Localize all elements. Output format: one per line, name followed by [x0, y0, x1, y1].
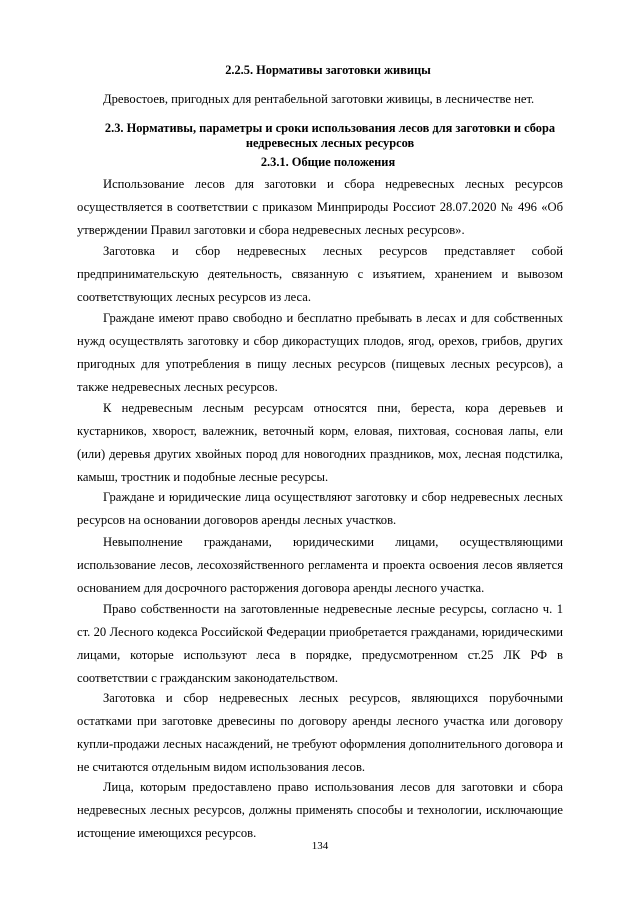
paragraph-1: Древостоев, пригодных для рентабельной заготовки живицы, в лесничестве нет. — [103, 92, 535, 106]
section-heading-2-3: 2.3. Нормативы, параметры и сроки использования лесов для заготовки и сбора недревесных лесных ресурсов — [104, 121, 556, 150]
section-heading-2-3-1: 2.3.1. Общие положения — [260, 155, 396, 169]
paragraph-6: Граждане и юридические лица осуществляют заготовку и сбор недревесных лесных ресурсов на основании договоров аренды лесных участков. — [77, 490, 563, 527]
paragraph-10: Лица, которым предоставлено право использования лесов для заготовки и сбора недревесных лесных ресурсов, должны применять способы и технологии, исключающие истощение имеющихся ресурсов. — [77, 780, 563, 840]
paragraph-8: Право собственности на заготовленные недревесные лесные ресурсы, согласно ч. 1 ст. 20 Лесного кодекса Российской Федерации приобретается гражданами, юридическими лицами, которые используют леса в порядке, предусмотренном ст.25 ЛК РФ в соответствии с гражданским законодательством. — [77, 602, 563, 685]
paragraph-4: Граждане имеют право свободно и бесплатно пребывать в лесах и для собственных нужд осуществлять заготовку и сбор дикорастущих плодов, ягод, орехов, грибов, других пригодных для употребления в пищу лесных ресурсов (пищевых лесных ресурсов), а также недревесных лесных ресурсов. — [77, 311, 563, 394]
paragraph-9: Заготовка и сбор недревесных лесных ресурсов, являющихся порубочными остатками при заготовке древесины по договору аренды лесного участка или договору купли-продажи лесных насаждений, не требуют оформления дополнительного договора и не считаются отдельным видом использования лесов. — [77, 691, 563, 774]
paragraph-7: Невыполнение гражданами, юридическими лицами, осуществляющими использование лесов, лесохозяйственного регламента и проекта освоения лесов является основанием для досрочного расторжения договора аренды лесного участка. — [77, 535, 563, 595]
paragraph-2: Использование лесов для заготовки и сбора недревесных лесных ресурсов осуществляется в соответствии с приказом Минприроды Россиот 28.07.2020 № 496 «Об утверждении Правил заготовки и сбора недревесных лесных ресурсов». — [77, 177, 563, 237]
page-number: 134 — [311, 840, 329, 852]
section-heading-2-2-5: 2.2.5. Нормативы заготовки живицы — [225, 63, 431, 77]
paragraph-3: Заготовка и сбор недревесных лесных ресурсов представляет собой предпринимательскую деятельность, связанную с изъятием, хранением и вывозом соответствующих лесных ресурсов из леса. — [77, 244, 563, 304]
paragraph-5: К недревесным лесным ресурсам относятся пни, береста, кора деревьев и кустарников, хворост, валежник, веточный корм, еловая, пихтовая, сосновая лапы, ели (или) деревья других хвойных пород для новогодних праздников, мох, лесная подстилка, камыш, тростник и подобные лесные ресурсы. — [77, 401, 563, 484]
